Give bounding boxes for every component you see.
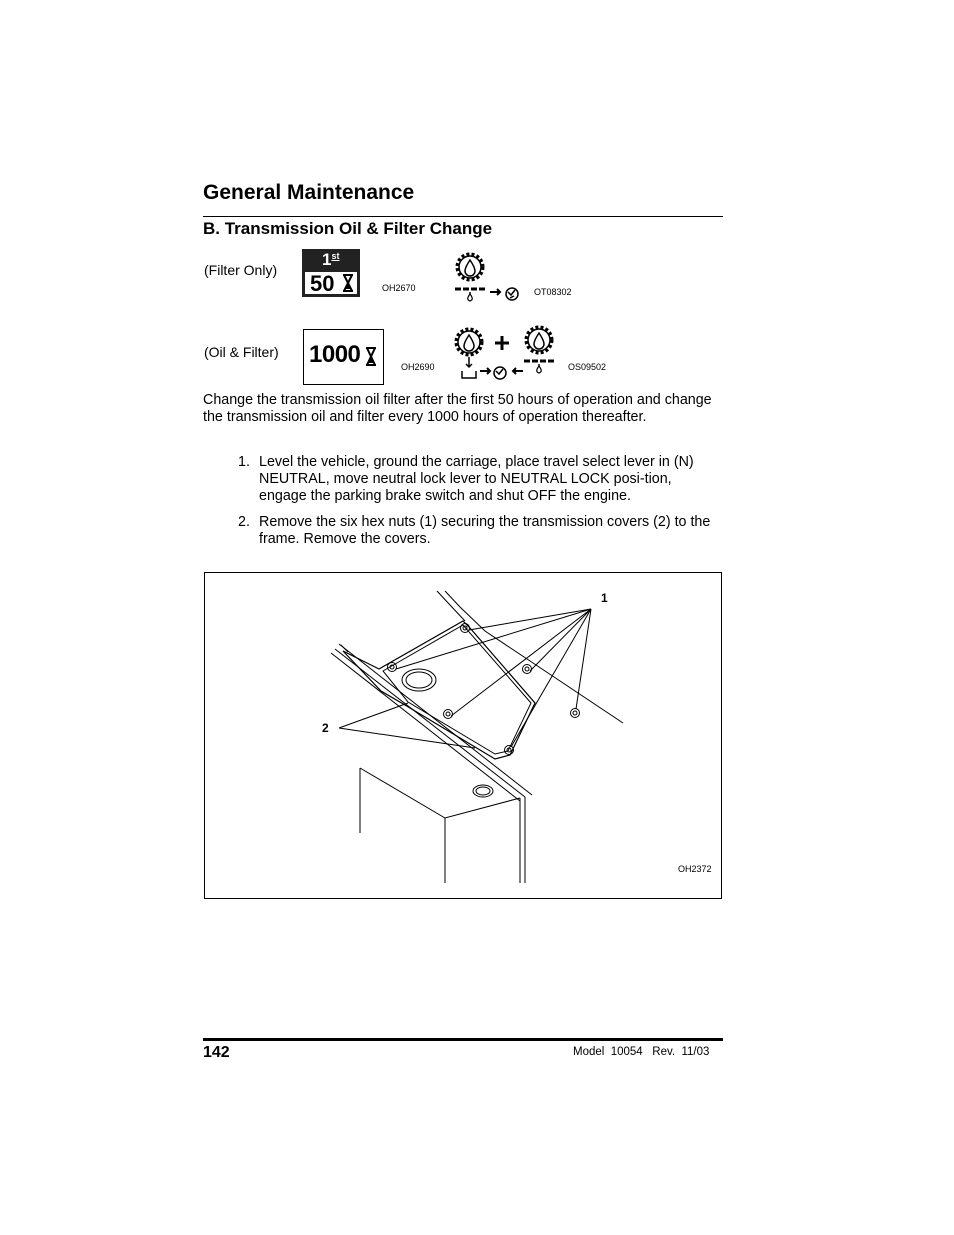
oil-and-filter-change-icon bbox=[447, 321, 567, 383]
model-revision: Model 10054 Rev. 11/03 bbox=[573, 1046, 710, 1058]
step-number: 2. bbox=[238, 514, 250, 530]
callout-1: 1 bbox=[601, 591, 608, 605]
hourglass-icon bbox=[342, 274, 354, 292]
oil-and-filter-label: (Oil & Filter) bbox=[204, 344, 279, 360]
callout-2: 2 bbox=[322, 721, 329, 735]
badge-hours-number: 1000 bbox=[309, 341, 361, 368]
badge-code: OH2670 bbox=[382, 283, 416, 293]
step-text: Remove the six hex nuts (1) securing the transmission covers (2) to the frame. Remove the covers. bbox=[259, 514, 711, 547]
subsection-title: B. Transmission Oil & Filter Change bbox=[203, 219, 493, 238]
icon-code: OT08302 bbox=[534, 287, 572, 297]
badge-hours-number: 50 bbox=[310, 271, 335, 296]
icon-code: OS09502 bbox=[568, 362, 607, 372]
step-number: 1. bbox=[238, 454, 250, 470]
transmission-cover-figure bbox=[204, 572, 722, 899]
footer-rule bbox=[203, 1038, 723, 1041]
first-50-hours-badge bbox=[302, 249, 360, 297]
intro-paragraph: Change the transmission oil filter after the first 50 hours of operation and change the transmission oil and filter every 1000 hours of operation thereafter. bbox=[203, 392, 712, 425]
page-number: 142 bbox=[203, 1044, 230, 1061]
1000-hours-badge bbox=[303, 329, 384, 385]
hourglass-icon bbox=[365, 347, 377, 366]
section-title: General Maintenance bbox=[203, 181, 415, 204]
figure-code: OH2372 bbox=[678, 864, 712, 874]
filter-only-label: (Filter Only) bbox=[204, 262, 278, 278]
step-text: Level the vehicle, ground the carriage, place travel select lever in (N) NEUTRAL, move neutral lock lever to NEUTRAL LOCK posi-tion, engage the parking brake switch and shut OFF the engine. bbox=[259, 454, 694, 504]
badge-first-label: 1st bbox=[322, 250, 340, 269]
header-rule bbox=[203, 216, 723, 217]
filter-change-icon bbox=[452, 248, 532, 308]
badge-code: OH2690 bbox=[401, 362, 435, 372]
transmission-cover-illustration bbox=[205, 573, 721, 898]
